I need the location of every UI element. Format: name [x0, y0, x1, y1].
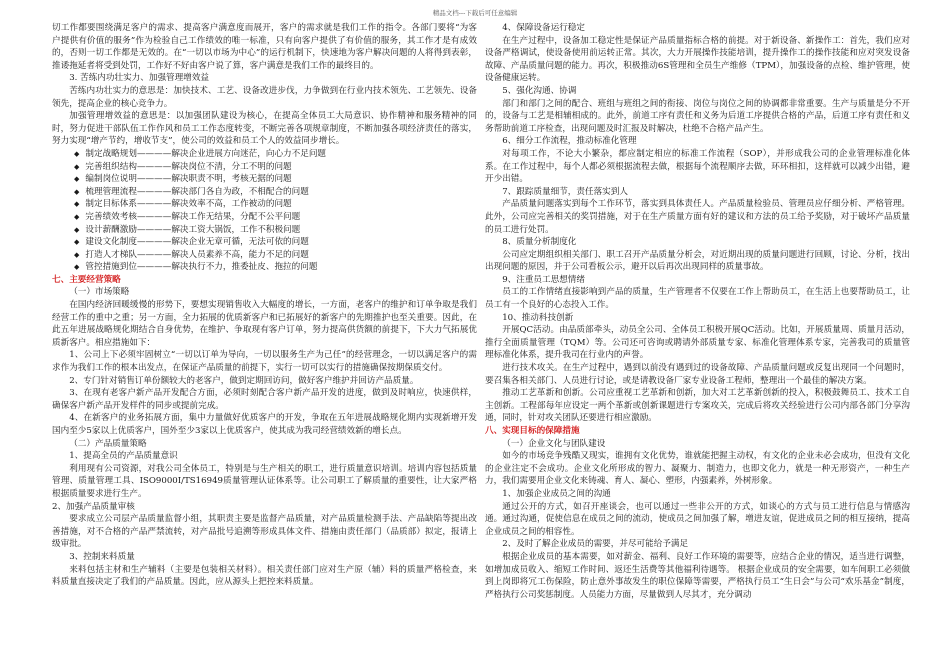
bullet-item: [52, 173, 477, 186]
right-column: [485, 22, 910, 668]
diamond-bullet-icon: ◆: [74, 200, 80, 209]
bullet-text: 设计薪酬激励————解决工资大锅饭，工作不积极问题: [85, 224, 301, 235]
bullet-text: 完善绩效考核————解决工作无结果，分配不公平问题: [85, 211, 301, 222]
paragraph: 员工的工作情绪直接影响到产品的质量，生产管理者不仅要在工作上帮助员工，在生活上也要帮助员工，让员工有一个良好的心态投入工作。: [485, 287, 910, 311]
subheading: 2、及时了解企业成员的需要，并尽可能给予满足: [502, 539, 689, 550]
paragraph: 在生产过程中，设备加工稳定性是保证产品质量指标合格的前提。对于新设备、新操作工：首先，我们应对设备严格调试，使设备使用前运转正常。其次，大力开展操作技能培训，提升操作工的操作技能和应对突发设备故障、产品质量问题的能力。再次，积极推动6S管理和全员生产维修（TPM），加强设备的点检、维护管理，使设备健康运转。: [485, 35, 910, 84]
paragraph: 加强管理增效益的意思是：以加强团队建设为核心，在提高全体员工大局意识、协作精神和服务精神的同时，努力促进干部队伍工作作风和员工工作态度转变，不断完善各项规章制度，不断加强各项经济责任的落实，努力实现“增产节约，增收节支”，使公司的效益和员工个人的效益同步增长。: [52, 111, 477, 147]
subheading: 6、细分工作流程，推动标准化管理: [502, 136, 637, 147]
paragraph: 根据企业成员的基本需要，如对薪金、福利、良好工作环境的需要等，应结合企业的情况，适当进行调整，如增加成员收入、缩短工作时间、返还生活费等其他福利待遇等。 根据企业成员的安全需要，如车间职工必须做到上岗即将冗工伤保险，防止意外事故发生的职位保障等需要，严格执行员工“生日会”与公司“欢乐基金”制度，严格执行公司奖惩制度。人员能力方面，尽量做到人尽其才，充分调动: [485, 551, 910, 600]
paragraph: 推动工艺革新和创新。公司应重视工艺革新和创新，加大对工艺革新创新的投入，积极鼓舞员工、技术工自主创新。工程部每年应设定一两个革新或创新课题进行专案攻关，完成后将攻关经验进行公司内部各部门分享沟通，同时，针对攻关团队还要进行相应激励。: [485, 388, 910, 424]
subheading: 8、质量分析制度化: [502, 237, 577, 248]
subheading: 3、控制来料质量: [69, 551, 135, 562]
diamond-bullet-icon: ◆: [74, 225, 80, 234]
paragraph: 产品质量问题落实到每个工作环节，落实到具体责任人。产品质量检验员、管理员应仔细分析、严格管理。此外，公司应完善相关的奖罚措施，对于在生产质量方面有好的建议和方法的员工给予奖励，对于破坏产品质量的员工进行处罚。: [485, 199, 910, 235]
section-heading: 七、主要经营策略: [52, 274, 121, 285]
paragraph: 3、在现有老客户新产品开发配合方面，必须时刻配合客户新产品开发的进度，做到及时响应，快速供样，确保客户新产品开发样件的同步或提前完成。: [52, 388, 477, 411]
diamond-bullet-icon: ◆: [74, 250, 80, 259]
subheading: 10、推动科技创新: [502, 312, 574, 323]
paragraph: 来料包括主材和生产辅料（主要是包装相关材料）。相关责任部门应对生产原（辅）料的质量严格检查，来料质量直接决定了我们的产品质量。因此，应从源头上把控来料质量。: [52, 564, 477, 588]
paragraph: 切工作都要围绕满足客户的需求、提高客户满意度而展开，客户的需求就是我们工作的指令。各部门要将“为客户提供有价值的服务”作为检验自己工作绩效的唯一标准，只有向客户提供了有价值的服务，其工作才是有成效的，否则一切工作都是无效的。在“一切以市场为中心”的运行机制下，快速地为客户解决问题的人将得到表彰，推诿拖延者将受到处罚，工作好不好由客户说了算，客户满意是我们工作的最终目的。: [52, 23, 477, 71]
subheading: 1、提高全员的产品质量意识: [69, 451, 178, 462]
bullet-text: 打造人才梯队————解决人员素养不高，能力不足的问题: [85, 249, 309, 260]
subheading: 4、保障设备运行稳定: [502, 23, 585, 33]
section-heading: 八、实现目标的保障措施: [485, 426, 580, 436]
paragraph: 2、加强产品质量审核: [52, 501, 135, 512]
bullet-text: 完善组织结构————解决岗位不清，分工不明的问题: [85, 161, 292, 172]
subheading: （二）产品质量策略: [69, 438, 147, 449]
diamond-bullet-icon: ◆: [74, 175, 80, 184]
subheading: （一）企业文化与团队建设: [502, 438, 606, 449]
bullet-item: [52, 261, 477, 274]
diamond-bullet-icon: ◆: [74, 263, 80, 272]
paragraph: 通过公开的方式，如召开座谈会，也可以通过一些非公开的方式，如谈心的方式与员工进行信息与情感沟通。通过沟通，促使信息在成员之间的流动，使成员之间加强了解，增进友谊，促进成员之间的相互接纳，提高企业成员之间的相容性。: [485, 501, 910, 537]
bullet-item: [52, 249, 477, 262]
paragraph: 要求成立公司层产品质量监督小组，其职责主要是监督产品质量，对产品质量检测手法、产品缺陷等提出改善措施，对不合格的产品严禁流转，对产品批号追溯等形成具体文件、措施由责任部门（品质部）拟定，报请上级审批。: [52, 514, 477, 550]
subheading: 5、强化沟通、协调: [502, 85, 577, 96]
paragraph: 2、专门针对销售订单份额较大的老客户，做到定期回访问，做好客户维护并回访产品质量。: [69, 375, 419, 386]
paragraph: 部门和部门之间的配合、班组与班组之间的衔接、岗位与岗位之间的协调都非常重要。生产与质量是分不开的，设备与工艺是相辅相成的。此外，前道工序有责任和义务为后道工序提供合格的产品，后道工序有责任和义务帮助前道工序检查，出现问题及时汇报及时解决，杜绝不合格产品产生。: [485, 98, 910, 134]
paragraph: 对每项工作，不论大小繁杂，都应制定相应的标准工作流程（SOP），并形成我公司的企业管理标准化体系。在工作过程中，每个人都必须根据流程去做，根据每个流程顺序去做，环环相扣，这样就可以减少出错，避开少出错。: [485, 148, 910, 185]
paragraph: 进行技术攻关。在生产过程中，遇到以前没有遇到过的设备故障、产品质量问题或反复出现同一个问题时，要召集各相关部门、人员进行讨论，或是请教设备厂家专业设备工程师，整理出一个最佳的解决方案。: [485, 363, 910, 386]
bullet-item: [52, 148, 477, 161]
subheading: 9、注重员工思想情绪: [502, 274, 585, 285]
diamond-bullet-icon: ◆: [74, 162, 80, 171]
diamond-bullet-icon: ◆: [74, 212, 80, 221]
paragraph: 4、在新客户的业务拓展方面，集中力量做好优质客户的开发，争取在五年进展战略规化期内实现新增开发国内至少5家以上优质客户，国外至少3家以上优质客户，使其成为我司经营绩效新的增长点。: [52, 413, 477, 436]
bullet-text: 建设文化制度————解决企业无章可循，无法可依的问题: [85, 237, 309, 248]
subheading: 1、加强企业成员之间的沟通: [502, 488, 611, 499]
paragraph: 利用现有公司资源，对我公司全体员工，特别是与生产相关的职工，进行质量意识培训。培训内容包括质量管理、质量管理工具、ISO9000I/TS16949质量管理认证体系等。让公司职工了解质量的重要性，让大家严格根据质量要求进行生产。: [52, 463, 477, 499]
bullet-item: [52, 224, 477, 237]
diamond-bullet-icon: ◆: [74, 238, 80, 247]
bullet-text: 管控措施到位————解决执行不力，推委扯皮、拖拉的问题: [85, 262, 318, 273]
paragraph: 开展QC活动。由品质部牵头，动员全公司、全体员工积极开展QC活动。比如，开展质量周、质量月活动，推行全面质量管理（TQM）等。公司还可咨询或聘请外部质量专家、标准化管理体系专家，完善我司的质量管理标准化体系，提升我司在行业内的声誉。: [485, 325, 910, 361]
bullet-text: 制定目标体系————解决效率不高，工作被动的问题: [85, 199, 292, 210]
page-header: 精品文档---下载后可任意编辑: [432, 9, 518, 17]
subheading: 7、跟踪质量细节，责任落实到人: [502, 186, 628, 197]
diamond-bullet-icon: ◆: [74, 187, 80, 196]
paragraph: 1、公司上下必须牢固树立“一切以订单为导向，一切以服务生产为己任”的经营理念，一切以满足客户的需求作为我们工作的根本出发点，在保证产品质量的前提下，实行一切可以实行的措施确保按期保质交付。: [52, 350, 477, 374]
paragraph: 苦练内功壮实力的意思是：加快技术、工艺、设备改进步伐，力争做到在行业内技术领先、工艺领先、设备领先，提高企业的核心竞争力。: [52, 85, 477, 109]
bullet-text: 制定战略规划————解决企业进展方向迷茫，向心力不足问题: [85, 148, 327, 159]
paragraph: 公司应定期组织相关部门、职工召开产品质量分析会，对近期出现的质量问题进行回顾，讨论、分析，找出出现问题的原因，并于公司看板公示，避开以后再次出现同样的质量事故。: [485, 249, 910, 273]
paragraph: 如今的市场竞争残酷又现实，谁拥有文化优势，谁就能把握主动权，有文化的企业未必会成功，但没有文化的企业注定不会成功。企业文化所形成的智力、凝聚力、制造力，也即文化力，就是一种无形资产，一种生产力，我们需要用企业文化来铸魂、育人、凝心、塑形，内强素养，外树形象。: [485, 451, 910, 487]
bullet-item: [52, 211, 477, 224]
bullet-item: [52, 186, 477, 199]
subheading: 3. 苦练内功壮实力、加强管理增效益: [69, 73, 210, 84]
bullet-item: [52, 161, 477, 174]
subheading: （一）市场策略: [69, 287, 130, 298]
bullet-item: [52, 236, 477, 249]
paragraph: 在国内经济回暖缓慢的形势下，要想实现销售收入大幅度的增长，一方面，老客户的维护和订单争取是我们经营工作的重中之重；另一方面，全力拓展的优质新客户和已拓展好的新客户的先期推护也至关重要。因此，在此五年进展战略规化期结合自身优势，在维护、争取现有客户订单，努力提高供货额的前提下，下大力气拓展优质新客户。相应措施如下：: [52, 300, 477, 348]
left-column: [52, 22, 477, 668]
bullet-text: 编制岗位说明————解决职责不明，考核无据的问题: [85, 174, 292, 185]
bullet-text: 梳理管理流程————解决部门各自为政，不相配合的问题: [85, 186, 309, 197]
bullet-item: [52, 198, 477, 211]
diamond-bullet-icon: ◆: [74, 149, 80, 158]
